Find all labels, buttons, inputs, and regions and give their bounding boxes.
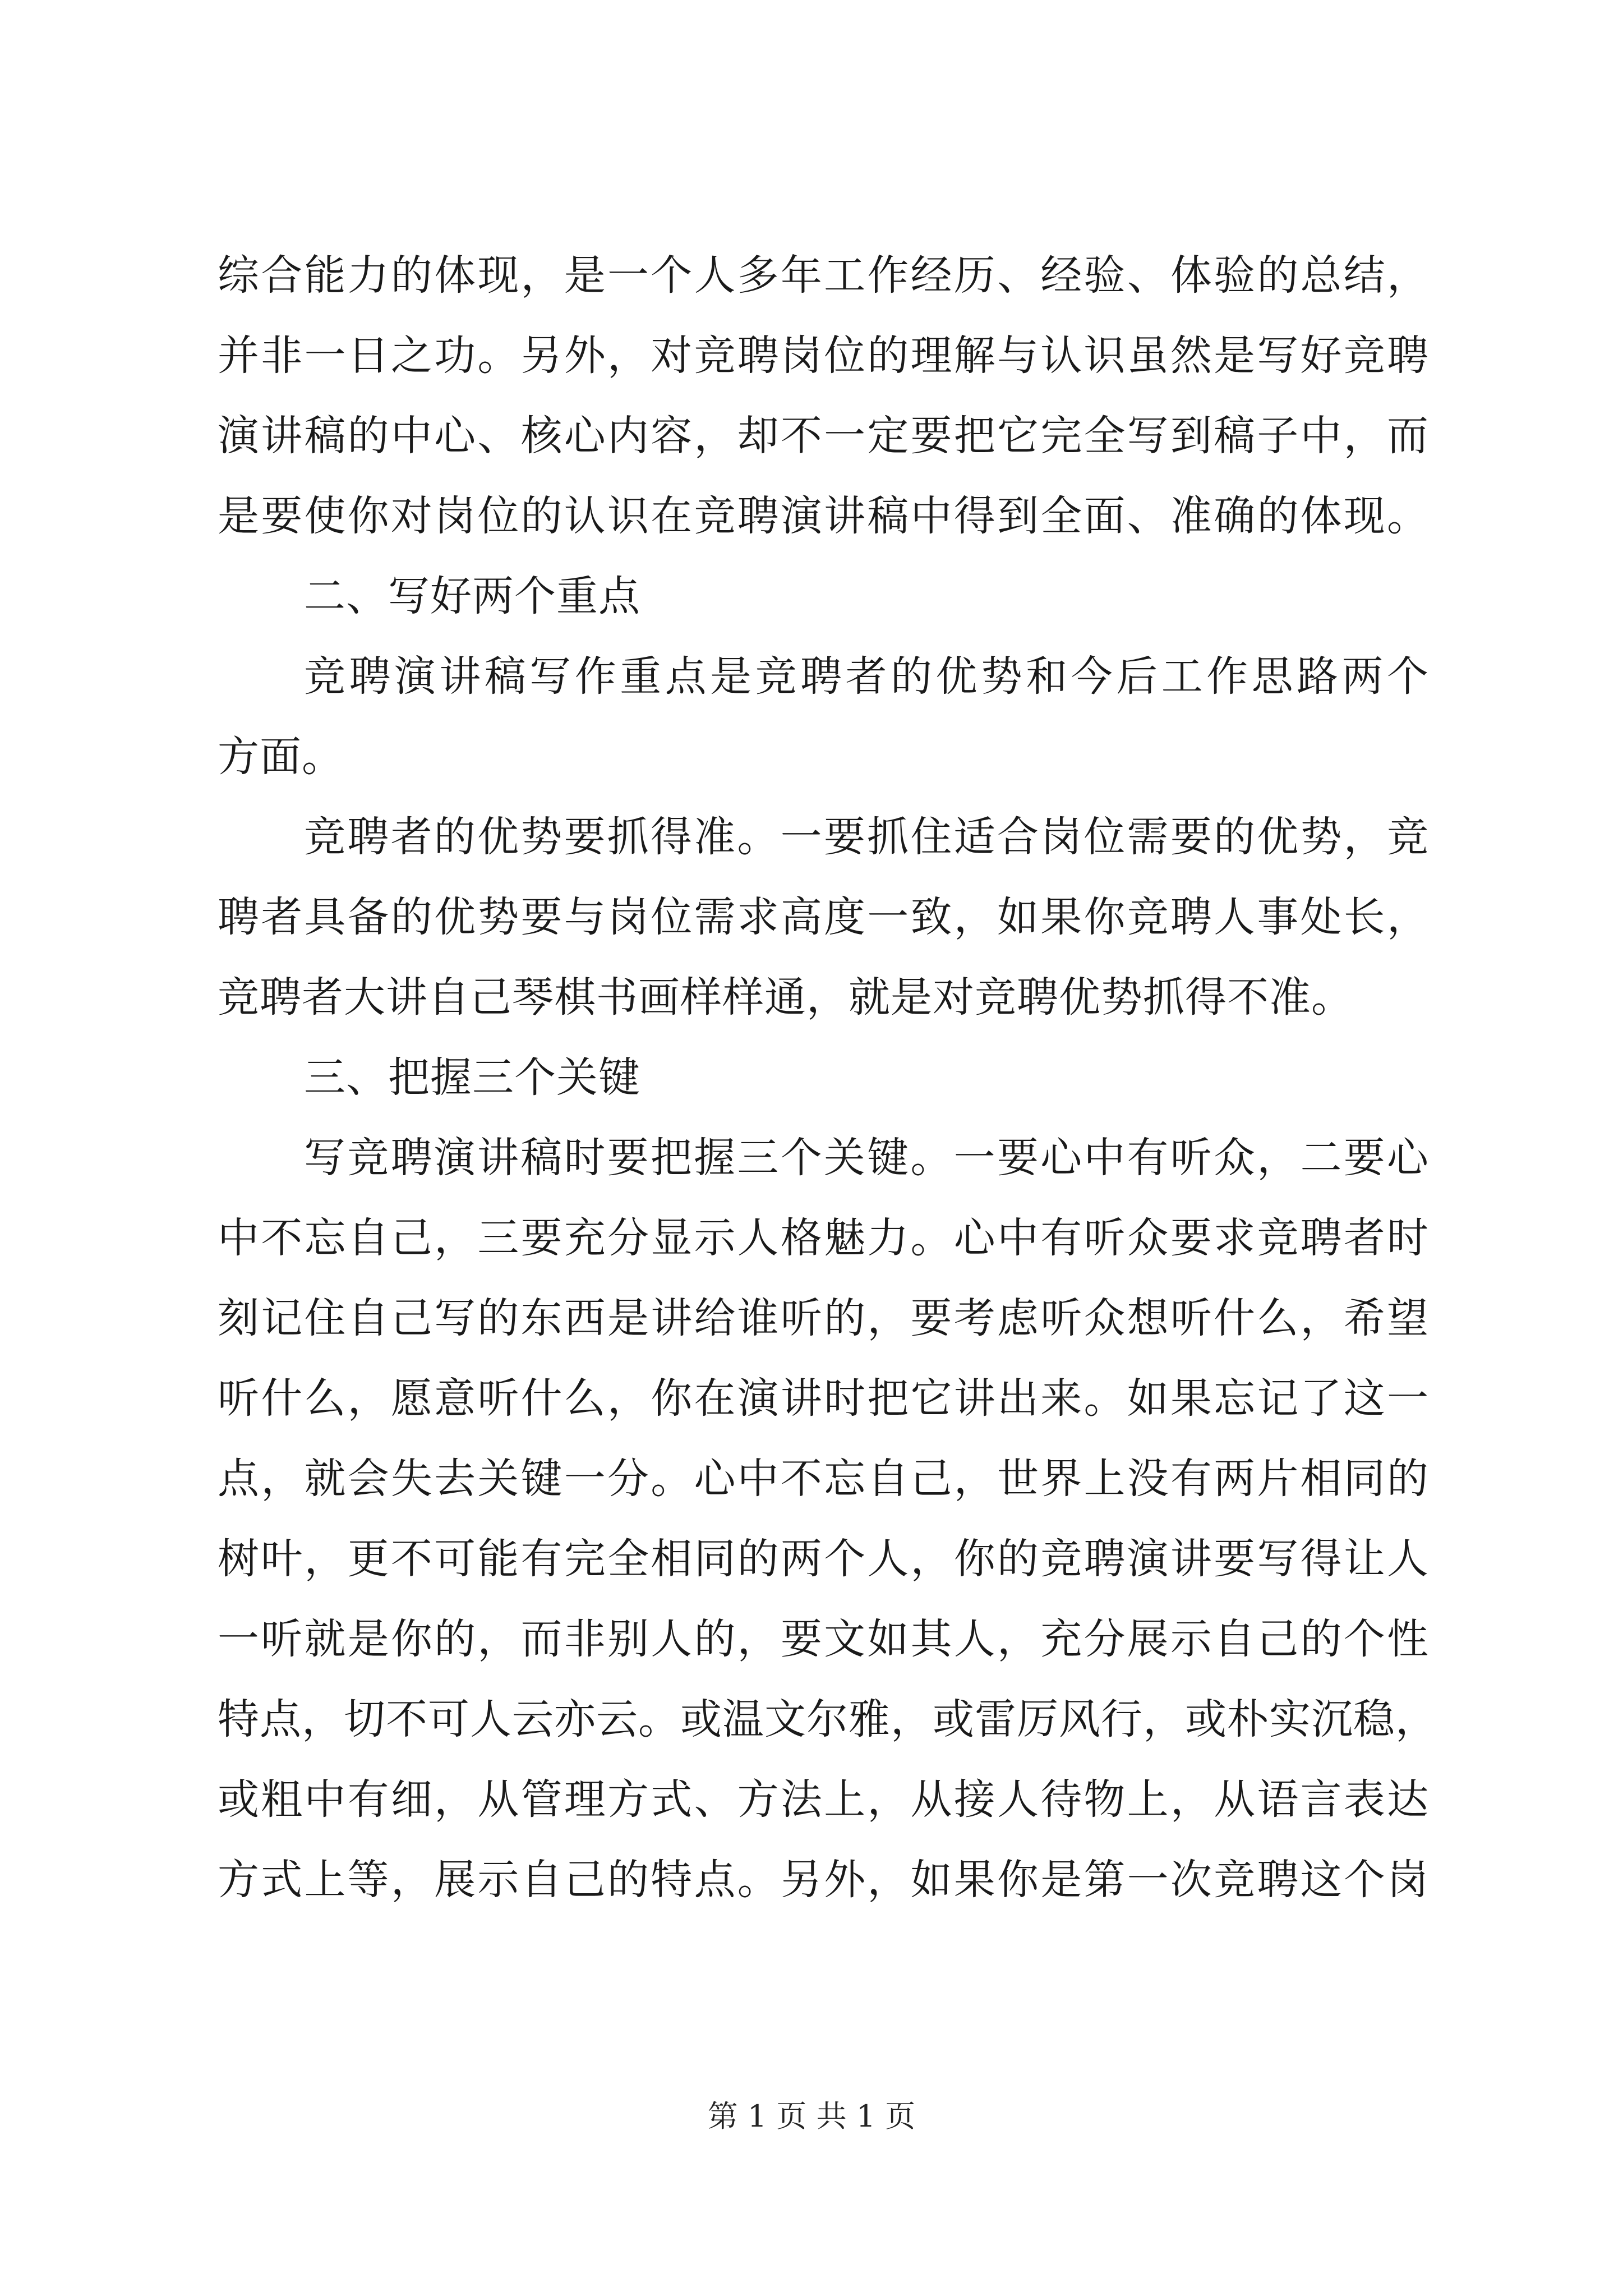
text-line: 是要使你对岗位的认识在竞聘演讲稿中得到全面、准确的体现。 <box>218 492 1429 540</box>
text-line: 并非一日之功。另外，对竞聘岗位的理解与认识虽然是写好竞聘 <box>218 332 1429 380</box>
text-line: 聘者具备的优势要与岗位需求高度一致，如果你竞聘人事处长， <box>218 893 1429 941</box>
text-line: 或粗中有细，从管理方式、方法上，从接人待物上，从语言表达 <box>218 1775 1429 1824</box>
text-line: 一听就是你的，而非别人的，要文如其人，充分展示自己的个性 <box>218 1615 1429 1663</box>
text-line: 方面。 <box>218 733 344 781</box>
text-line: 听什么，愿意听什么，你在演讲时把它讲出来。如果忘记了这一 <box>218 1374 1429 1423</box>
page-footer: 第 1 页 共 1 页 <box>707 2099 916 2134</box>
text-line: 刻记住自己写的东西是讲给谁听的，要考虑听众想听什么，希望 <box>218 1294 1429 1342</box>
text-line: 演讲稿的中心、核心内容，却不一定要把它完全写到稿子中，而 <box>218 412 1429 460</box>
text-line: 树叶，更不可能有完全相同的两个人，你的竞聘演讲要写得让人 <box>218 1535 1429 1583</box>
text-line: 特点，切不可人云亦云。或温文尔雅，或雷厉风行，或朴实沉稳， <box>218 1695 1437 1743</box>
text-line: 点，就会失去关键一分。心中不忘自己，世界上没有两片相同的 <box>218 1455 1429 1503</box>
text-line: 竞聘者大讲自己琴棋书画样样通，就是对竞聘优势抓得不准。 <box>218 973 1353 1022</box>
text-line: 竞聘者的优势要抓得准。一要抓住适合岗位需要的优势，竞 <box>304 813 1429 861</box>
text-line: 综合能力的体现，是一个人多年工作经历、经验、体验的总结， <box>218 251 1429 300</box>
text-line: 三、把握三个关键 <box>304 1053 640 1102</box>
text-line: 中不忘自己，三要充分显示人格魅力。心中有听众要求竞聘者时 <box>218 1214 1429 1262</box>
text-line: 竞聘演讲稿写作重点是竞聘者的优势和今后工作思路两个 <box>304 652 1429 701</box>
text-line: 方式上等，展示自己的特点。另外，如果你是第一次竞聘这个岗 <box>218 1856 1429 1904</box>
text-line: 二、写好两个重点 <box>304 572 640 620</box>
text-line: 写竞聘演讲稿时要把握三个关键。一要心中有听众，二要心 <box>304 1134 1429 1182</box>
document-body <box>218 236 1437 1920</box>
